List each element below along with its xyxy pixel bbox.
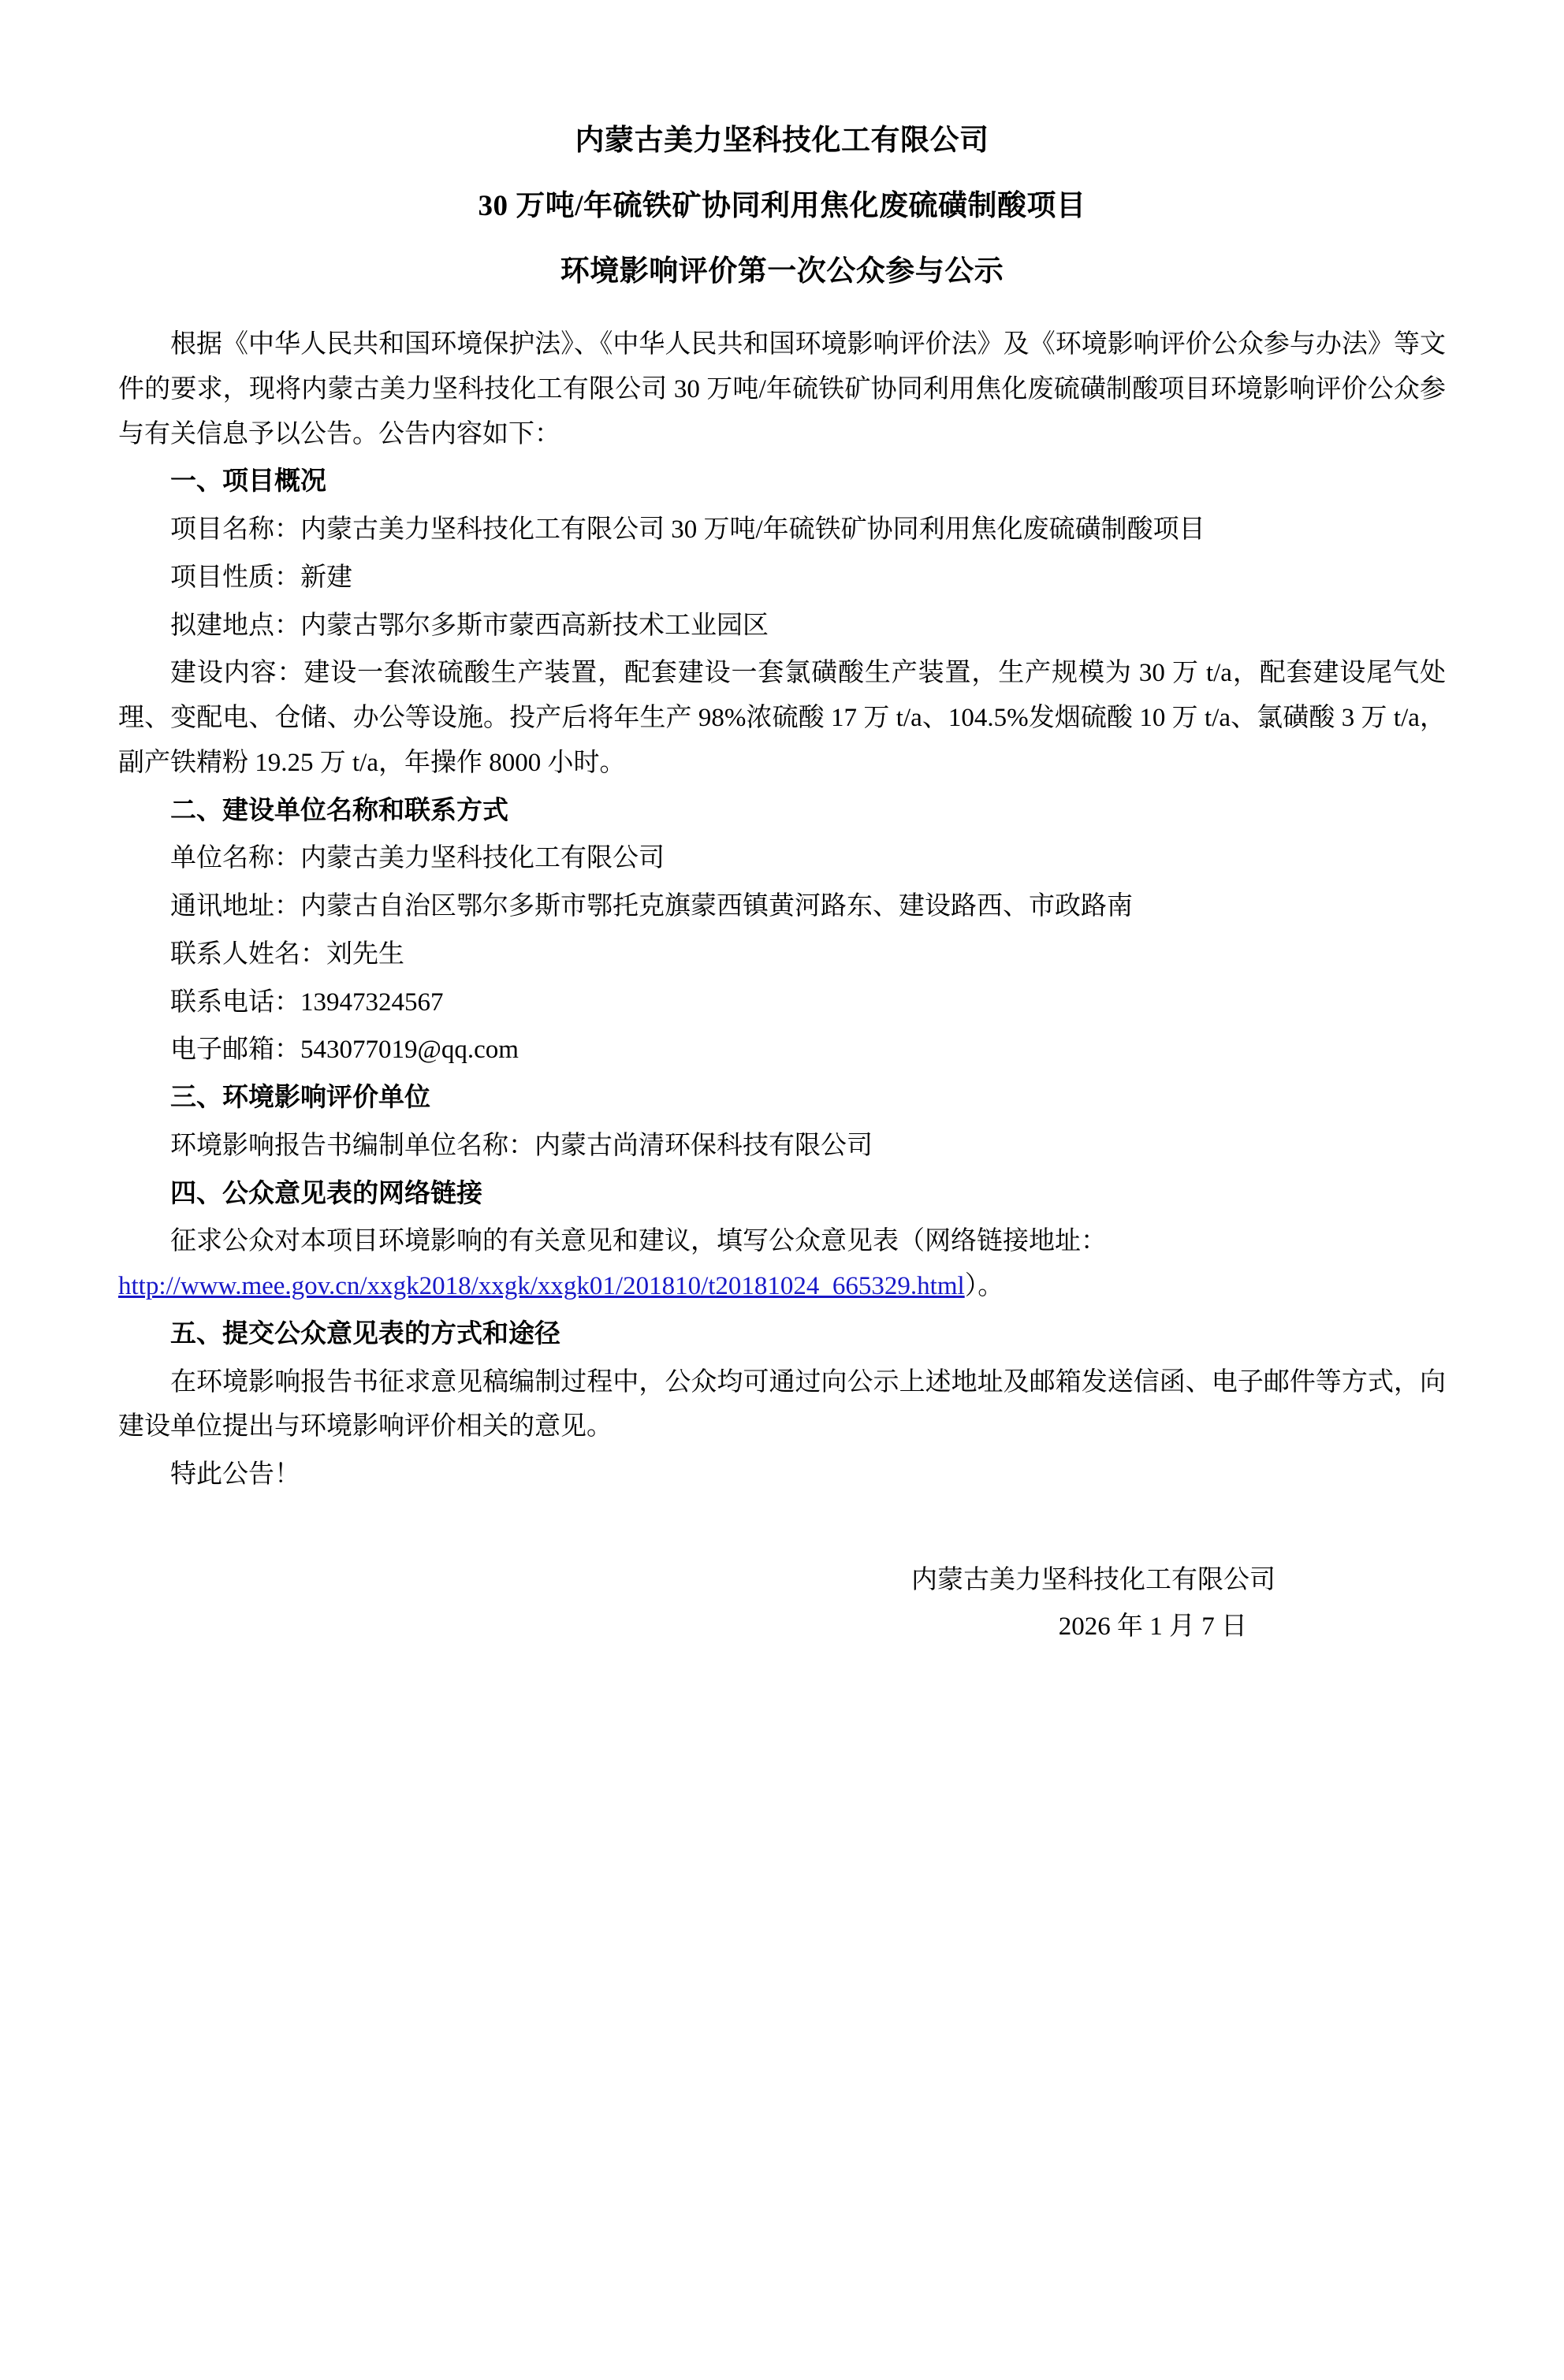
closing-statement: 特此公告！ [170, 1460, 300, 1489]
contact-phone: 联系电话：13947324567 [170, 987, 444, 1017]
section-4-heading: 四、公众意见表的网络链接 [170, 1179, 482, 1208]
public-opinion-text-before: 征求公众对本项目环境影响的有关意见和建议，填写公众意见表（网络链接地址： [170, 1227, 1107, 1256]
unit-address: 通讯地址：内蒙古自治区鄂尔多斯市鄂托克旗蒙西镇黄河路东、建设路西、市政路南 [170, 892, 1133, 920]
project-content: 建设内容：建设一套浓硫酸生产装置，配套建设一套氯磺酸生产装置，生产规模为 30 万 t/a，配套建设尾气处理、变配电、仓储、办公等设施。投产后将年生产 98%浓硫酸 17 万 t/a、104.5%发烟硫酸 10 万 t/a、氯磺酸 3 万 t/a，副产铁精粉 19.25 万 t/a，年操作 8000 小时。 [118, 659, 1446, 777]
signature-block [118, 1557, 1446, 1651]
section-1-heading: 一、项目概况 [170, 467, 326, 496]
intro-paragraph: 根据《中华人民共和国环境保护法》、《中华人民共和国环境影响评价法》及《环境影响评价公众参与办法》等文件的要求，现将内蒙古美力坚科技化工有限公司 30 万吨/年硫铁矿协同利用焦化废硫磺制酸项目环境影响评价公众参与有关信息予以公告。公告内容如下： [118, 330, 1446, 448]
document-title-line-2: 30 万吨/年硫铁矿协同利用焦化废硫磺制酸项目 [478, 190, 1086, 222]
project-nature: 项目性质：新建 [170, 563, 352, 592]
unit-name: 单位名称：内蒙古美力坚科技化工有限公司 [170, 844, 665, 873]
signature-org: 内蒙古美力坚科技化工有限公司 [911, 1565, 1275, 1594]
section-5-text: 在环境影响报告书征求意见稿编制过程中，公众均可通过向公示上述地址及邮箱发送信函、电子邮件等方式，向建设单位提出与环境影响评价相关的意见。 [118, 1367, 1446, 1441]
section-2-heading: 二、建设单位名称和联系方式 [170, 796, 508, 825]
section-3-heading: 三、环境影响评价单位 [170, 1084, 430, 1112]
contact-email: 电子邮箱：543077019@qq.com [170, 1036, 519, 1065]
public-opinion-link-paragraph [118, 1219, 1446, 1264]
document-title-line-3: 环境影响评价第一次公众参与公示 [560, 255, 1004, 288]
document-title-block [118, 126, 1446, 286]
public-opinion-text-after: ）。 [964, 1272, 1004, 1300]
project-name: 项目名称：内蒙古美力坚科技化工有限公司 30 万吨/年硫铁矿协同利用焦化废硫磺制酸项目 [170, 515, 1205, 544]
eia-unit: 环境影响报告书编制单位名称：内蒙古尚清环保科技有限公司 [170, 1131, 873, 1160]
contact-person: 联系人姓名：刘先生 [170, 939, 404, 969]
signature-date: 2026 年 1 月 7 日 [1058, 1612, 1247, 1642]
section-5-heading: 五、提交公众意见表的方式和途径 [170, 1319, 560, 1348]
public-opinion-form-link[interactable]: http://www.mee.gov.cn/xxgk2018/xxgk/xxgk01/201810/t20181024_665329.html [118, 1272, 965, 1300]
document-title-line-1: 内蒙古美力坚科技化工有限公司 [575, 125, 989, 157]
project-site: 拟建地点：内蒙古鄂尔多斯市蒙西高新技术工业园区 [170, 611, 769, 640]
public-opinion-link-line [118, 1264, 1446, 1309]
